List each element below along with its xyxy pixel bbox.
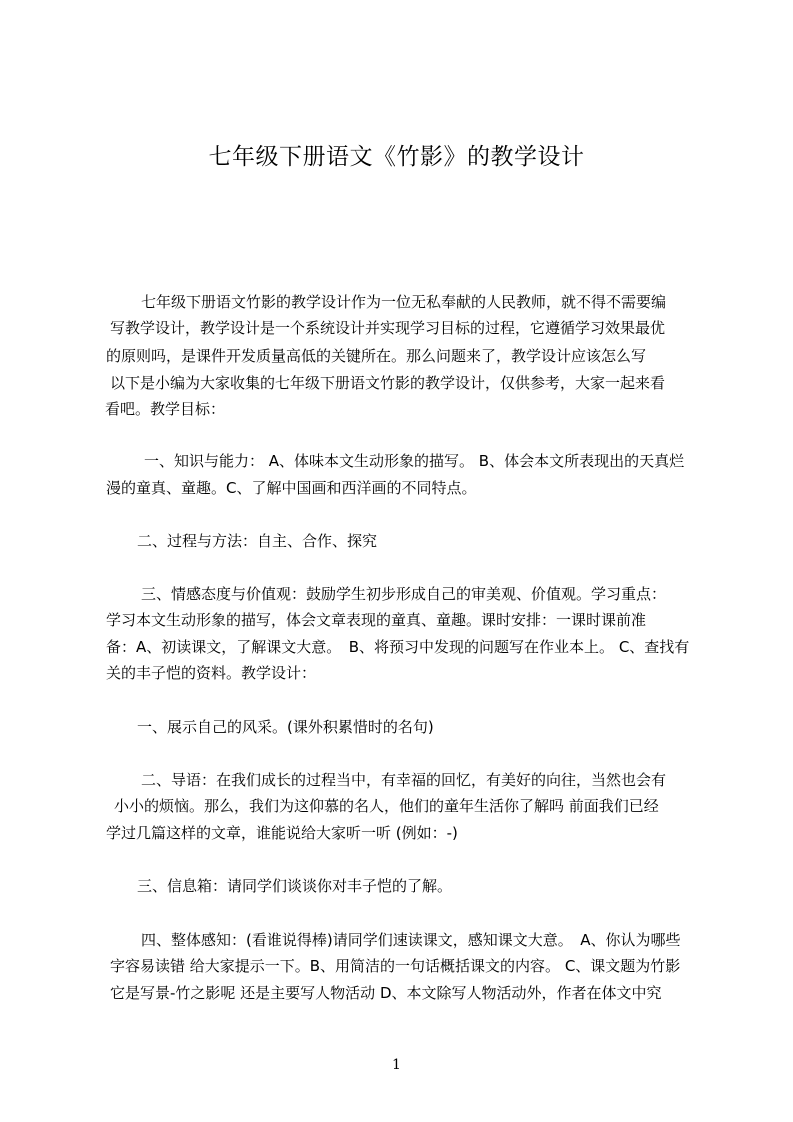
paragraph-intro-talk-line-2: 小小的烦恼。那么，我们为这仰慕的名人，他们的童年生活你了解吗 前面我们已经	[114, 797, 659, 815]
paragraph-intro-line-5: 看吧。教学目标：	[105, 400, 226, 418]
paragraph-emotion-line-3: 备：A、初读课文，了解课文大意。 B、将预习中发现的问题写在作业本上。 C、查找有	[106, 638, 690, 656]
paragraph-perception-line-2: 字容易读错 给大家提示一下。B、用简洁的一句话概括课文的内容。 C、课文题为竹影	[110, 957, 681, 975]
paragraph-intro-line-2: 写教学设计，教学设计是一个系统设计并实现学习目标的过程，它遵循学习效果最优	[110, 319, 666, 337]
page-number: 1	[392, 1057, 401, 1073]
paragraph-knowledge-line-2: 漫的童真、童趣。C、了解中国画和西洋画的不同特点。	[106, 479, 477, 497]
paragraph-emotion-line-2: 学习本文生动形象的描写，体会文章表现的童真、童趣。课时安排：一课时课前准	[106, 611, 647, 629]
paragraph-emotion-line-4: 关的丰子恺的资料。教学设计：	[106, 664, 317, 682]
paragraph-showcase-line-1: 一、展示自己的风采。(课外积累惜时的名句)	[137, 718, 434, 736]
paragraph-infobox-line-1: 三、信息箱：请同学们谈谈你对丰子恺的了解。	[137, 877, 453, 895]
paragraph-knowledge-line-1: 一、知识与能力： A、体味本文生动形象的描写。 B、体会本文所表现出的天真烂	[144, 452, 685, 470]
paragraph-process-line-1: 二、过程与方法：自主、合作、探究	[137, 532, 378, 550]
paragraph-intro-line-1: 七年级下册语文竹影的教学设计作为一位无私奉献的人民教师，就不得不需要编	[141, 293, 667, 311]
paragraph-emotion-line-1: 三、情感态度与价值观：鼓励学生初步形成自己的审美观、价值观。学习重点：	[141, 585, 667, 603]
paragraph-intro-line-4: 以下是小编为大家收集的七年级下册语文竹影的教学设计，仅供参考，大家一起来看	[110, 374, 666, 392]
document-title: 七年级下册语文《竹影》的教学设计	[208, 144, 585, 170]
paragraph-intro-talk-line-1: 二、导语：在我们成长的过程当中，有幸福的回忆，有美好的向往，当然也会有	[141, 771, 667, 789]
paragraph-perception-line-3: 它是写景-竹之影呢 还是主要写人物活动 D、本文除写人物活动外，作者在体文中究	[110, 984, 662, 1002]
paragraph-intro-talk-line-3: 学过几篇这样的文章，谁能说给大家听一听 (例如：-)	[106, 824, 458, 842]
paragraph-perception-line-1: 四、整体感知：(看谁说得棒)请同学们速读课文，感知课文大意。 A、你认为哪些	[141, 931, 681, 949]
paragraph-intro-line-3: 的原则吗，是课件开发质量高低的关键所在。那么问题来了，教学设计应该怎么写	[106, 347, 647, 365]
